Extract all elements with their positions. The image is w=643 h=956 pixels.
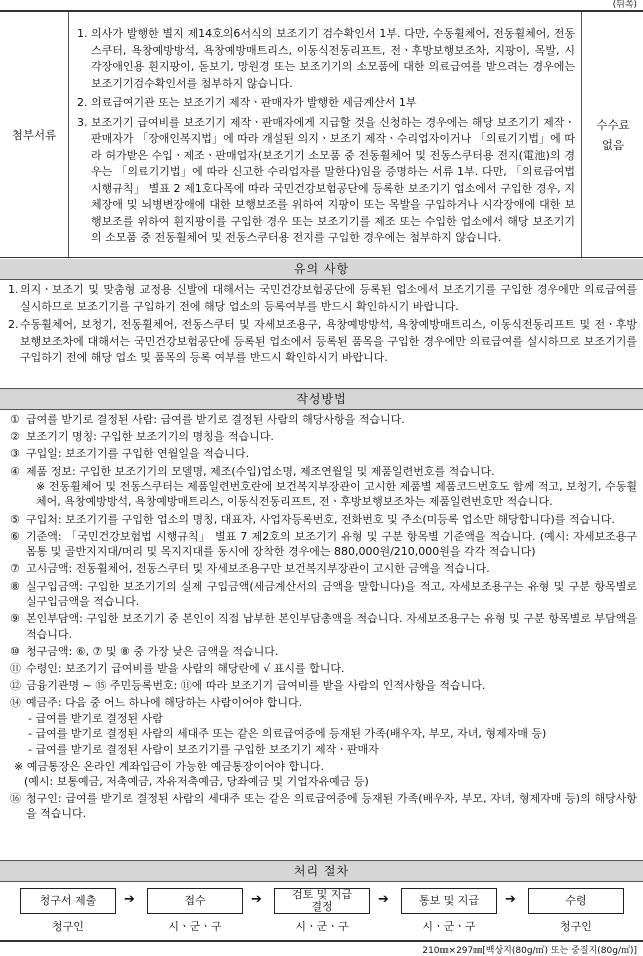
caution-item-number: 1. [8, 283, 19, 296]
procedure-step-box: 청구서 제출 [20, 888, 116, 914]
method-item [10, 464, 637, 510]
method-item-number: ⑩ [10, 644, 20, 658]
procedure-step-box: 접수 [147, 888, 243, 914]
method-item-text: 수령인: 보조기기 급여비를 받을 사람의 해당란에 √ 표시를 합니다. [26, 662, 345, 676]
caution-section [0, 282, 643, 369]
procedure-step-box: 검토 및 지급결정 [274, 888, 370, 914]
method-item-number: ⑯ [10, 791, 21, 805]
method-item-number: ⑤ [10, 512, 20, 526]
method-item-number: ④ [10, 464, 20, 478]
method-item [10, 661, 637, 676]
method-item [10, 611, 637, 642]
method-item-number: ⑭ [10, 696, 21, 710]
method-item-text: 청구금액: ⑥, ⑦ 및 ⑧ 중 가장 낮은 금액을 적습니다. [26, 644, 279, 658]
method-item-number: ② [10, 430, 20, 444]
procedure-heading: 처리 절차 [0, 860, 643, 882]
method-item-text: 보조기기 명칭: 구입한 보조기기의 명칭을 적습니다. [26, 430, 274, 444]
method-item-text: 예금주: 다음 중 어느 하나에 해당하는 사람이어야 합니다. [26, 696, 303, 710]
fee-label: 수수료 [596, 117, 630, 132]
method-item-text: 청구인: 급여를 받기로 결정된 사람의 세대주 또는 같은 의료급여증에 등재된 가족(배우자, 부모, 자녀, 형제자매 등)의 해당사항을 적습니다. [26, 791, 637, 821]
caution-item [8, 317, 637, 367]
procedure-step-actor: 시ㆍ군ㆍ구 [295, 920, 349, 933]
procedure-step-actor: 시ㆍ군ㆍ구 [422, 920, 476, 933]
method-item-number: ⑨ [10, 612, 20, 626]
method-item-text: 고시금액: 전동휠체어, 전동스쿠터 및 자세보조용구만 보건복지부장관이 고시한 금액을 적습니다. [26, 562, 490, 576]
method-item-number: ⑪ [10, 662, 21, 676]
arrow-right-icon: ➔ [505, 892, 516, 907]
caution-item-text: 수동휠체어, 보청기, 전동휠체어, 전동스쿠터 및 자세보조용구, 욕창예방방석, 욕창예방매트리스, 이동식전동리프트 및 전ㆍ후방보행보조차에 대해서는 국민건강보험공단에 등록된 업소에서 등록된 품목을 구입한 경우에만 의료급여를 실시하므로 보조기기를 구입하기 전에 해당 업소 및 품목의 등록 여부를 반드시 확인하시기 바랍니다. [20, 318, 637, 364]
method-note-line: (예시: 보통예금, 저축예금, 자유저축예금, 당좌예금 및 기업자유예금 등) [24, 775, 369, 789]
procedure-step-actor: 시ㆍ군ㆍ구 [168, 920, 222, 933]
method-item [10, 695, 637, 757]
procedure-step-box: 수령 [528, 888, 624, 914]
method-item [10, 791, 637, 822]
attachment-item-number: 1. [77, 27, 88, 40]
method-item-text: 본인부담액: 구입한 보조기기 중 본인이 직접 납부한 본인부담총액을 적습니다. 자세보조용구는 유형 및 구분 항목별로 부담액을 적습니다. [26, 612, 637, 641]
fee-value: 없음 [601, 137, 625, 152]
method-item-number: ⑦ [10, 562, 20, 576]
arrow-right-icon: ➔ [378, 892, 389, 907]
attachment-item-number: 3. [77, 115, 88, 129]
page-side-note: (뒤쪽) [612, 0, 637, 10]
attachment-item [77, 26, 575, 92]
method-item [10, 446, 637, 461]
method-item-text: 기준액: 「국민건강보험법 시행규칙」 별표 7 제2호의 보조기기 유형 및 구분 항목별 기준액을 적습니다. (예시: 자세보조용구 몸통 및 골반지지대/머리 및 목지지대를 동시에 장착한 경우에는 880,000원/210,000원을 각각 적습니다) [26, 529, 637, 559]
method-item [10, 579, 637, 610]
method-item [10, 412, 637, 427]
attachment-item-text: 보조기기 급여비를 보조기기 제작ㆍ판매자에게 지급할 것을 신청하는 경우에는 해당 보조기기 제작ㆍ판매자가 「장애인복지법」에 따라 개설된 의지ㆍ보조기 제작ㆍ수리업자이거나 「의료기기법」에 따라 허가받은 수입ㆍ제조ㆍ판매업자(보조기기 소모품 중 전동휠체어 및 전동스쿠터용 전지(電池)의 경우는 「의료기기법」에 따라 신고한 수리업자를 말한다)임을 증명하는 서류 1부. 다만, 「의료급여법 시행규칙」 별표 2 제1호다목에 따라 국민건강보험공단에 등록한 보조기기 업소에서 구입한 경우, 지체장애 및 뇌병변장애에 대한 보행보조를 위하여 지팡이 또는 목발을 구입하거나 시각장애에 대한 보행보조를 위하여 흰지팡이를 구입한 경우 또는 보조기기를 제조 또는 수입한 업소에서 해당 보조기기의 소모품 중 전동휠체어 및 전동스쿠터용 전지를 구입한 경우에는 첨부하지 않습니다. [91, 115, 575, 244]
attachments-list [69, 12, 582, 257]
attachments-section [0, 10, 643, 258]
method-item [10, 644, 637, 659]
method-item-text: 구입일: 보조기기를 구입한 연월일을 적습니다. [26, 447, 250, 461]
method-sub-line: - 급여를 받기로 결정된 사람 [28, 711, 163, 725]
method-item-text: 구입처: 보조기기를 구입한 업소의 명칭, 대표자, 사업자등록번호, 전화번호 및 주소(미등록 업소만 해당합니다)를 적습니다. [26, 512, 615, 526]
fee-cell [583, 12, 643, 257]
method-item-number: ⑫ [10, 679, 21, 693]
method-item-number: ① [10, 413, 20, 426]
procedure-flow [0, 880, 643, 940]
method-item-number: ⑧ [10, 579, 20, 593]
caution-heading: 유의 사항 [0, 259, 643, 280]
arrow-right-icon: ➔ [124, 892, 135, 907]
caution-item [8, 282, 637, 315]
method-item [10, 529, 637, 560]
method-item-number: ⑥ [10, 529, 20, 543]
bottom-rule [0, 940, 643, 942]
procedure-step-box: 통보 및 지급 [401, 888, 497, 914]
attachment-item [77, 115, 575, 247]
method-item [10, 678, 637, 693]
method-item [10, 561, 637, 576]
method-item [10, 512, 637, 527]
caution-item-number: 2. [8, 318, 19, 331]
arrow-right-icon: ➔ [251, 892, 262, 907]
method-item-number: ③ [10, 447, 20, 461]
attachment-item-text: 의료급여기관 또는 보조기기 제작ㆍ판매자가 발행한 세금계산서 1부 [91, 96, 417, 109]
method-sub-line: - 급여를 받기로 결정된 사람의 세대주 또는 같은 의료급여증에 등재된 가족(배우자, 부모, 자녀, 형제자매 등) [28, 727, 547, 741]
method-item-note: ※ 전동휠체어 및 전동스쿠터는 제품일련번호란에 보건복지부장관이 고시한 제품별 제품코드번호도 함께 적고, 보청기, 수동휠체어, 욕창예방방석, 욕창예방매트리스, 이동식전동리프트, 전ㆍ후방보행보조차는 제품일련번호만 적습니다. [36, 480, 637, 509]
method-item-text: 금융기관명 ~ ⑮ 주민등록번호: ⑪에 따라 보조기기 급여비를 받을 사람의 인적사항을 적습니다. [26, 679, 486, 693]
procedure-step-actor: 청구인 [560, 920, 592, 933]
method-section [0, 412, 643, 823]
method-sub-line: - 급여를 받기로 결정된 사람이 보조기기를 구입한 보조기기 제작ㆍ판매자 [28, 742, 379, 756]
procedure-step-actor: 청구인 [52, 920, 84, 933]
method-heading: 작성방법 [0, 388, 643, 410]
paper-spec-footer: 210㎜×297㎜[백상지(80g/㎡) 또는 중질지(80g/㎡)] [422, 946, 637, 956]
method-item-text: 실구입금액: 구입한 보조기기의 실제 구입금액(세금계산서의 금액을 말합니다)을 적고, 자세보조용구는 유형 및 구분 항목별로 실구입금액을 적습니다. [26, 579, 637, 609]
method-note-line: ※ 예금통장은 온라인 계좌입금이 가능한 예금통장이어야 합니다. [14, 759, 324, 773]
method-item [10, 429, 637, 444]
attachment-item-number: 2. [77, 96, 88, 109]
method-item-text: 제품 정보: 구입한 보조기기의 모델명, 제조(수입)업소명, 제조연월일 및 제품일련번호를 적습니다. [26, 464, 495, 478]
caution-item-text: 의지ㆍ보조기 및 맞춤형 교정용 신발에 대해서는 국민건강보험공단에 등록된 업소에서 보조기기를 구입한 경우에만 의료급여를 실시하므로 보조기기를 구입하기 전에 해당 업소의 등록여부를 반드시 확인하시기 바랍니다. [20, 283, 637, 313]
attachment-item [77, 95, 575, 112]
attachments-label: 첨부서류 [0, 12, 69, 257]
method-item-text: 급여를 받기로 결정된 사람: 급여를 받기로 결정된 사람의 해당사항을 적습니다. [26, 413, 405, 426]
attachment-item-text: 의사가 발행한 별지 제14호의6서식의 보조기기 검수확인서 1부. 다만, 수동휠체어, 전동휠체어, 전동스쿠터, 욕창예방방석, 욕창예방매트리스, 이동식전동리프트, 전ㆍ후방보행보조차, 지팡이, 목발, 시각장애인용 흰지팡이, 돋보기, 망원경 또는 보조기기의 소모품에 대한 의료급여를 받으려는 경우에는 보조기기검수확인서를 첨부하지 않습니다. [91, 27, 575, 90]
